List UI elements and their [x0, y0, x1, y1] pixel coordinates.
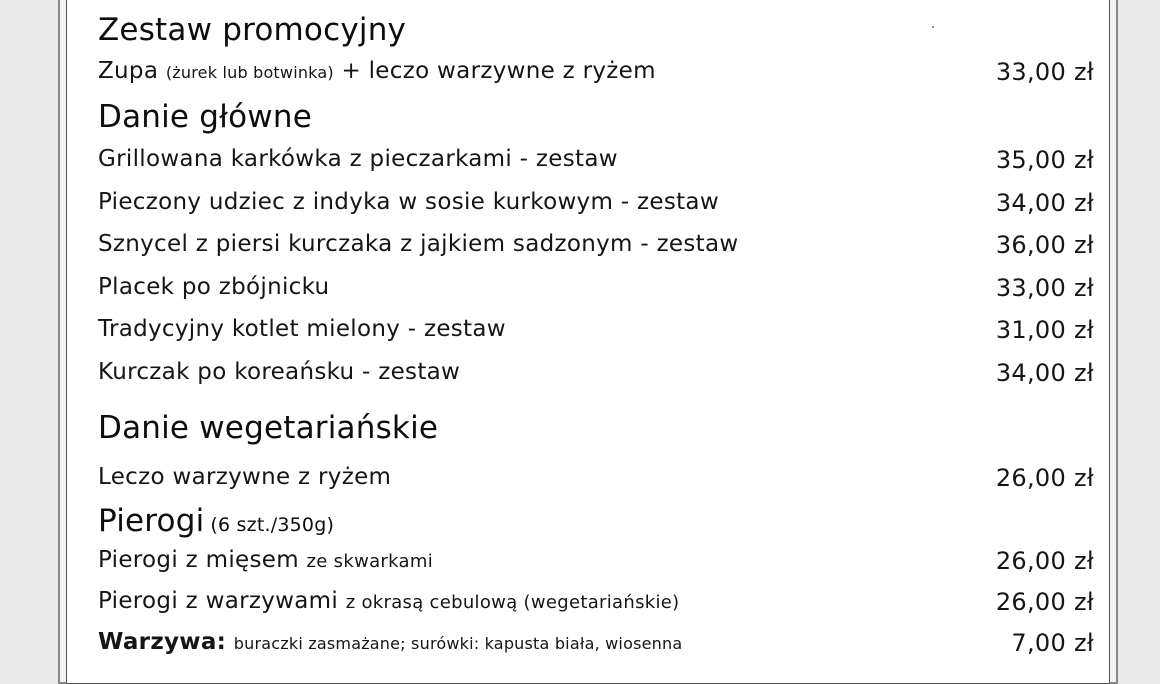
menu-item-name: Pieczony udziec z indyka w sosie kurkowym - zestaw: [98, 189, 719, 215]
menu-item-row: [98, 588, 1094, 620]
menu-item-name: Pierogi z warzywami z okrasą cebulową (wegetariańskie): [98, 588, 680, 614]
section-heading-promo: Zestaw promocyjny: [98, 12, 407, 48]
extras-label: Warzywa:: [98, 629, 227, 655]
menu-item-price: 34,00 zł: [995, 359, 1094, 387]
menu-item-price: 35,00 zł: [995, 146, 1094, 174]
extras-name: [98, 629, 682, 655]
menu-item-price: 31,00 zł: [995, 316, 1094, 344]
menu-item-row: [98, 231, 1094, 263]
menu-item-name: Placek po zbójnicku: [98, 274, 330, 300]
extras-price: 7,00 zł: [1011, 629, 1094, 657]
extras-detail: buraczki zasmażane; surówki: kapusta biała, wiosenna: [233, 634, 683, 653]
menu-item-price: 36,00 zł: [995, 231, 1094, 259]
menu-item-row: [98, 547, 1094, 579]
menu-item-name: Zupa (żurek lub botwinka) + leczo warzywne z ryżem: [98, 58, 656, 84]
menu-item-row: [98, 359, 1094, 391]
section-heading-pierogi: Pierogi (6 szt./350g): [98, 503, 335, 539]
menu-item-detail: ze skwarkami: [306, 551, 434, 572]
menu-item-name: Sznycel z piersi kurczaka z jajkiem sadzonym - zestaw: [98, 231, 739, 257]
menu-item-row: [98, 146, 1094, 178]
menu-item-name: Pierogi z mięsem ze skwarkami: [98, 547, 434, 573]
menu-item-row: [98, 274, 1094, 306]
menu-item-rest: + leczo warzywne z ryżem: [341, 58, 656, 84]
extras-row: [98, 629, 1094, 661]
menu-item-row: [98, 464, 1094, 496]
menu-item-row: [98, 189, 1094, 221]
menu-item-price: 33,00 zł: [995, 58, 1094, 86]
section-heading-note: (6 szt./350g): [210, 514, 335, 536]
menu-item-price: 34,00 zł: [995, 189, 1094, 217]
menu-item-name: Kurczak po koreańsku - zestaw: [98, 359, 461, 385]
menu-item-detail: (żurek lub botwinka): [165, 63, 334, 82]
menu-item-price: 26,00 zł: [995, 547, 1094, 575]
menu-item-price: 33,00 zł: [995, 274, 1094, 302]
menu-item-detail: z okrasą cebulową (wegetariańskie): [345, 592, 680, 613]
speck: [932, 26, 934, 28]
menu-item-row: [98, 58, 1094, 90]
section-heading-main: Danie główne: [98, 99, 312, 135]
menu-item-price: 26,00 zł: [995, 588, 1094, 616]
menu-item-name: Grillowana karkówka z pieczarkami - zestaw: [98, 146, 618, 172]
section-heading-vegetarian: Danie wegetariańskie: [98, 410, 439, 446]
menu-item-name: Leczo warzywne z ryżem: [98, 464, 392, 490]
menu-item-name: Tradycyjny kotlet mielony - zestaw: [98, 316, 506, 342]
menu-item-row: [98, 316, 1094, 348]
menu-item-price: 26,00 zł: [995, 464, 1094, 492]
